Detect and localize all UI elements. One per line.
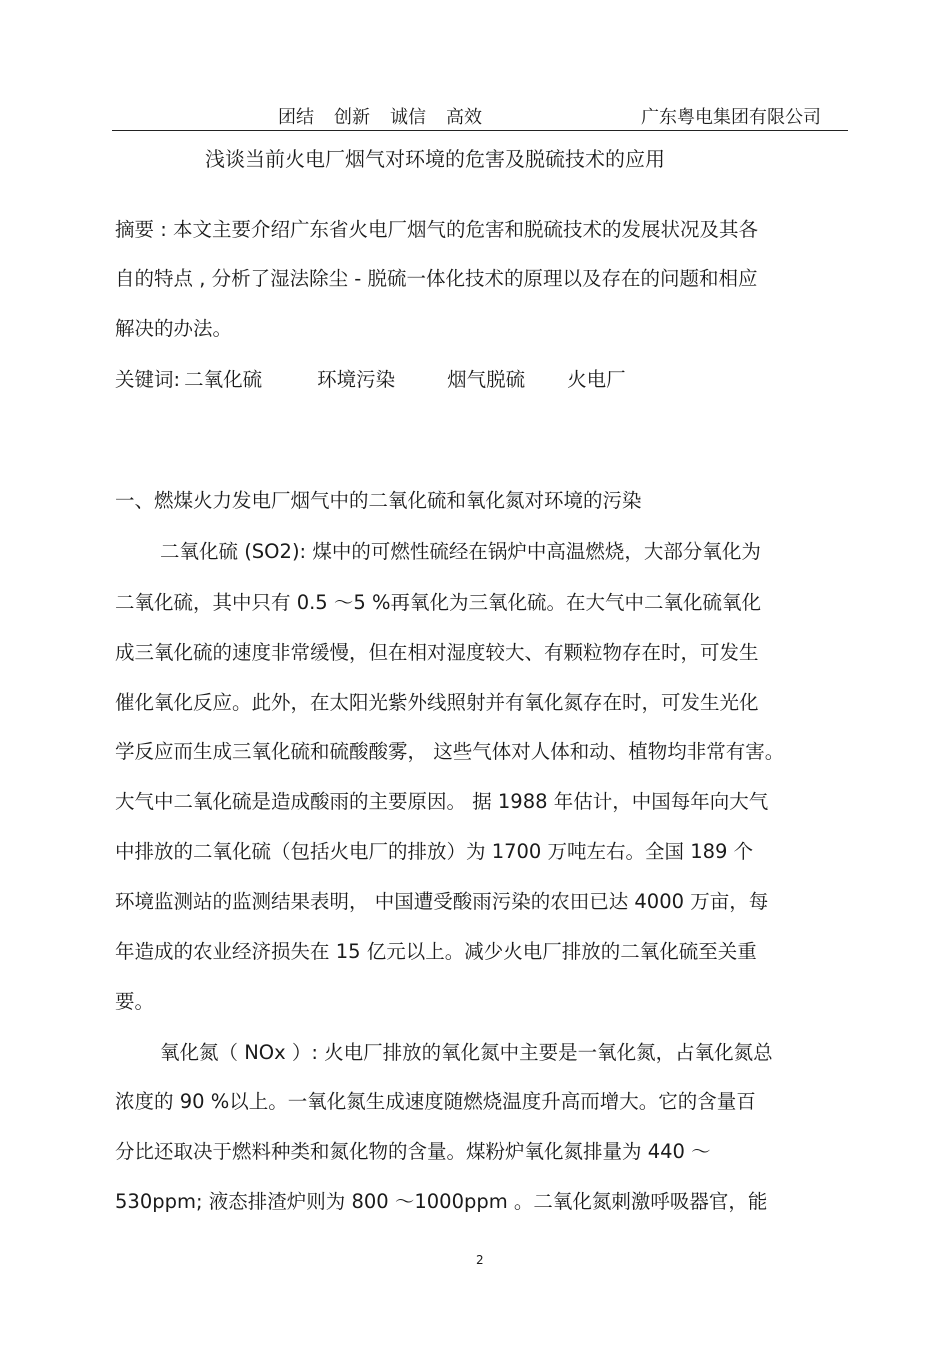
keyword: 烟气脱硫 (447, 368, 526, 391)
keyword: 二氧化硫 (184, 368, 263, 391)
section-heading: 一、燃煤火力发电厂烟气中的二氧化硫和氧化氮对环境的污染 (115, 489, 642, 512)
keyword: 环境污染 (317, 368, 396, 391)
header-motto (278, 106, 502, 130)
header-company: 广东粤电集团有限公司 (641, 107, 821, 128)
paragraph-line: 成三氧化硫的速度非常缓慢，但在相对湿度较大、有颗粒物存在时，可发生 (115, 641, 759, 664)
paragraph-line: 二氧化硫 (SO2): 煤中的可燃性硫经在锅炉中高温燃烧，大部分氧化为 (160, 540, 761, 563)
motto-word: 高效 (446, 107, 482, 128)
paragraph-line: 催化氧化反应。此外，在太阳光紫外线照射并有氧化氮存在时，可发生光化 (115, 691, 759, 714)
paragraph-line: 氧化氮（ NOx ）: 火电厂排放的氧化氮中主要是一氧化氮，占氧化氮总 (160, 1041, 773, 1064)
abstract-line: 摘要 : 本文主要介绍广东省火电厂烟气的危害和脱硫技术的发展状况及其各 (115, 218, 758, 241)
keywords-label: 关键词: (115, 368, 181, 391)
keyword: 火电厂 (567, 368, 626, 391)
paragraph-line: 浓度的 90 %以上。一氧化氮生成速度随燃烧温度升高而增大。它的含量百 (115, 1090, 756, 1113)
motto-word: 创新 (334, 107, 370, 128)
header-rule (112, 130, 848, 131)
paragraph-line: 中排放的二氧化硫（包括火电厂的排放）为 1700 万吨左右。全国 189 个 (115, 840, 754, 863)
paragraph-line: 环境监测站的监测结果表明， 中国遭受酸雨污染的农田已达 4000 万亩，每 (115, 890, 769, 913)
abstract-line: 自的特点 , 分析了湿法除尘 - 脱硫一体化技术的原理以及存在的问题和相应 (115, 267, 758, 290)
abstract-line: 解决的办法。 (115, 317, 233, 340)
paragraph-line: 分比还取决于燃料种类和氮化物的含量。煤粉炉氧化氮排量为 440 ～ (115, 1140, 711, 1163)
paragraph-line: 年造成的农业经济损失在 15 亿元以上。减少火电厂排放的二氧化硫至关重 (115, 940, 757, 963)
paragraph-line: 学反应而生成三氧化硫和硫酸酸雾， 这些气体对人体和动、植物均非常有害。 (115, 740, 785, 763)
paragraph-line: 大气中二氧化硫是造成酸雨的主要原因。 据 1988 年估计，中国每年向大气 (115, 790, 769, 813)
motto-word: 诚信 (390, 107, 426, 128)
paragraph-line: 二氧化硫，其中只有 0.5 ～5 %再氧化为三氧化硫。在大气中二氧化硫氧化 (115, 591, 762, 614)
document-title: 浅谈当前火电厂烟气对环境的危害及脱硫技术的应用 (205, 147, 665, 171)
keywords-line (115, 366, 626, 394)
page-number: 2 (476, 1253, 484, 1267)
motto-word: 团结 (278, 107, 314, 128)
paragraph-line: 要。 (115, 990, 155, 1013)
paragraph-line: 530ppm; 液态排渣炉则为 800 ～1000ppm 。二氧化氮刺激呼吸器官，能 (115, 1190, 768, 1213)
